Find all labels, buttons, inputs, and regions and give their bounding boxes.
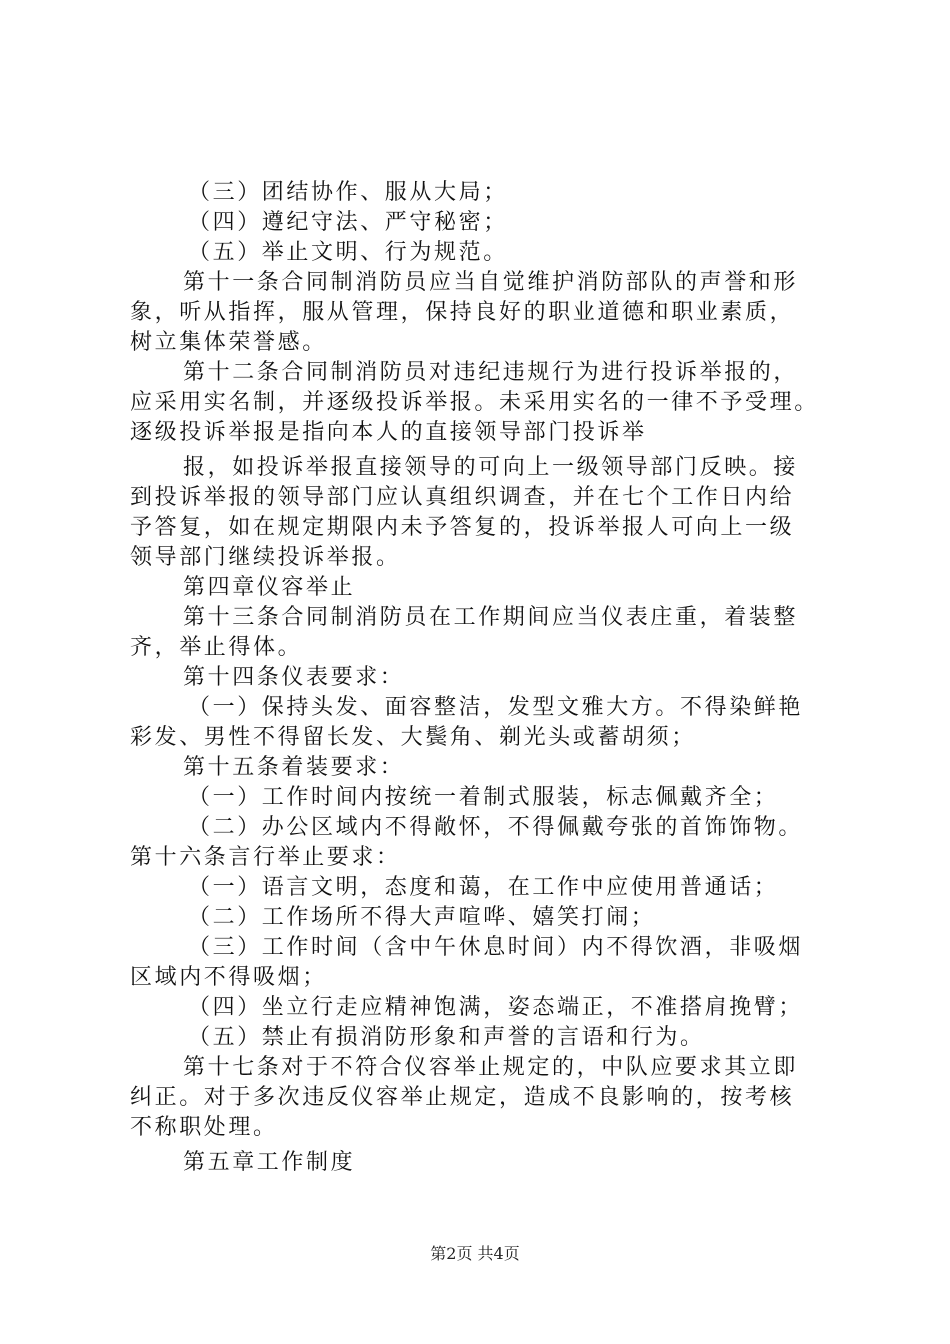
text-line: （三）工作时间（含中午休息时间）内不得饮酒，非吸烟: [188, 935, 804, 960]
text-line: 树立集体荣誉感。: [130, 330, 327, 355]
text-line: （二）办公区域内不得敞怀，不得佩戴夸张的首饰饰物。: [188, 815, 804, 840]
text-line: 第十五条着装要求：: [183, 755, 405, 780]
text-line: 第十二条合同制消防员对违纪违规行为进行投诉举报的，: [183, 360, 799, 385]
text-line: 第十四条仪表要求：: [183, 665, 405, 690]
text-line: 逐级投诉举报是指向本人的直接领导部门投诉举: [130, 420, 647, 445]
text-line: 第十六条言行举止要求：: [130, 845, 401, 870]
chapter-heading: 第五章工作制度: [183, 1150, 356, 1175]
text-line: 应采用实名制，并逐级投诉举报。未采用实名的一律不予受理。: [130, 390, 819, 415]
text-line: 领导部门继续投诉举报。: [130, 545, 401, 570]
text-line: 予答复，如在规定期限内未予答复的，投诉举报人可向上一级: [130, 515, 795, 540]
text-line: 第十三条合同制消防员在工作期间应当仪表庄重，着装整: [183, 605, 799, 630]
text-line: 象，听从指挥，服从管理，保持良好的职业道德和职业素质，: [130, 300, 795, 325]
text-line: （五）举止文明、行为规范。: [188, 240, 508, 265]
text-line: 区域内不得吸烟；: [130, 965, 327, 990]
text-line: （一）保持头发、面容整洁，发型文雅大方。不得染鲜艳: [188, 695, 804, 720]
text-line: 不称职处理。: [130, 1115, 278, 1140]
text-line: （一）工作时间内按统一着制式服装，标志佩戴齐全；: [188, 785, 779, 810]
text-line: （一）语言文明，态度和蔼，在工作中应使用普通话；: [188, 875, 779, 900]
text-line: 纠正。对于多次违反仪容举止规定，造成不良影响的，按考核: [130, 1085, 795, 1110]
text-line: （五）禁止有损消防形象和声誉的言语和行为。: [188, 1025, 705, 1050]
text-line: （四）坐立行走应精神饱满，姿态端正，不准搭肩挽臂；: [188, 995, 804, 1020]
text-line: 到投诉举报的领导部门应认真组织调查，并在七个工作日内给: [130, 485, 795, 510]
text-line: 第十一条合同制消防员应当自觉维护消防部队的声誉和形: [183, 270, 799, 295]
page-number-footer: 第2页 共4页: [430, 1244, 520, 1263]
text-line: 第十七条对于不符合仪容举止规定的，中队应要求其立即: [183, 1055, 799, 1080]
text-line: （三）团结协作、服从大局；: [188, 180, 508, 205]
chapter-heading: 第四章仪容举止: [183, 575, 356, 600]
text-line: 齐，举止得体。: [130, 635, 303, 660]
text-line: （四）遵纪守法、严守秘密；: [188, 210, 508, 235]
text-line: 彩发、男性不得留长发、大鬓角、剃光头或蓄胡须；: [130, 725, 696, 750]
text-line: 报，如投诉举报直接领导的可向上一级领导部门反映。接: [183, 455, 799, 480]
text-line: （二）工作场所不得大声喧哗、嬉笑打闹；: [188, 905, 656, 930]
